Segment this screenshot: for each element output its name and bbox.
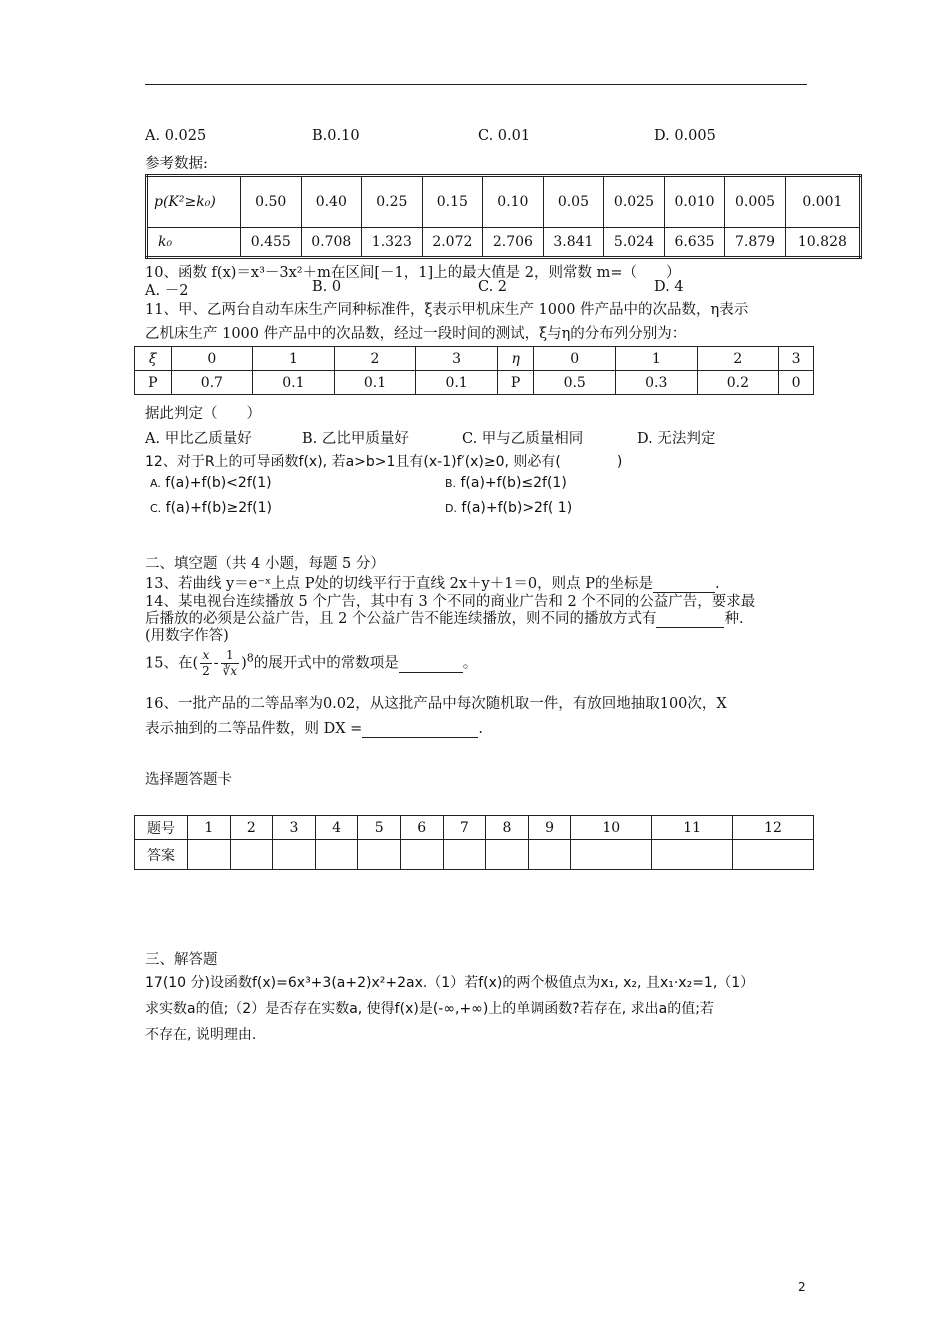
distribution-table	[134, 346, 814, 395]
answer-card-number: 1	[188, 816, 231, 840]
q12-option-b	[445, 475, 567, 491]
q12-option-text: f(a)+f(b)≥2f(1)	[165, 500, 272, 516]
q12-option-letter: B.	[445, 477, 457, 490]
q14-line1: 14、某电视台连续播放 5 个广告，其中有 3 个不同的商业广告和 2 个不同的公益广告，要求最	[145, 594, 756, 610]
q15-exponent: 8	[246, 651, 254, 665]
ref-k-cell: 7.879	[725, 228, 786, 258]
ref-p-cell: 0.001	[785, 176, 860, 228]
answer-card-answer-cell[interactable]	[188, 840, 231, 870]
answer-card-number: 8	[486, 816, 529, 840]
q15-num1: x	[200, 648, 212, 664]
dist-cell: 1	[615, 347, 697, 371]
q12-option-letter: A.	[150, 477, 161, 490]
dist-cell: 0.5	[534, 371, 616, 395]
dist-cell: 3	[779, 347, 814, 371]
ref-k-cell: 2.706	[483, 228, 544, 258]
answer-card-answer-cell[interactable]	[443, 840, 486, 870]
page-number: 2	[798, 1280, 806, 1294]
answer-card-table	[134, 815, 814, 870]
q11-option-d: D. 无法判定	[637, 431, 716, 447]
q16-text: 表示抽到的二等品件数，则 DX =	[145, 721, 363, 737]
answer-card-row-answers	[135, 840, 814, 870]
answer-card-answer-label: 答案	[135, 840, 188, 870]
q9-option-b: B.0.10	[312, 128, 360, 144]
ref-p-cell: 0.10	[483, 176, 544, 228]
ref-k-cell: 0.455	[241, 228, 302, 258]
ref-p-cell: 0.025	[604, 176, 665, 228]
q12-stem: 12、对于R上的可导函数f(x), 若a>b>1且有(x-1)f′(x)≥0, 则必有( )	[145, 454, 623, 470]
q15-fraction-x-over-2	[200, 648, 212, 679]
q12-option-letter: C.	[150, 502, 162, 515]
dist-cell: 2	[697, 347, 779, 371]
q17-line1: 17(10 分)设函数f(x)=6x³+3(a+2)x²+2ax.（1）若f(x)的两个极值点为x₁, x₂, 且x₁·x₂=1,（1）	[145, 975, 755, 991]
reference-table-row-k	[147, 228, 861, 258]
answer-card-answer-cell[interactable]	[486, 840, 529, 870]
ref-p-cell: 0.005	[725, 176, 786, 228]
ref-k-cell: 3.841	[543, 228, 604, 258]
q17-line3: 不存在, 说明理由.	[145, 1027, 257, 1043]
q12-option-text: f(a)+f(b)>2f( 1)	[461, 500, 573, 516]
q16-line2	[145, 717, 483, 738]
q11-line1: 11、甲、乙两台自动车床生产同种标准件，ξ表示甲机床生产 1000 件产品中的次品数，η表示	[145, 302, 749, 318]
reference-data-title: 参考数据:	[145, 156, 208, 172]
dist-cell: 1	[253, 347, 335, 371]
reference-table	[145, 174, 862, 259]
q11-option-c: C. 甲与乙质量相同	[462, 431, 584, 447]
dist-cell: 0.3	[615, 371, 697, 395]
answer-card-number: 12	[733, 816, 814, 840]
q10-option-d: D. 4	[654, 279, 684, 295]
ref-p-cell: 0.25	[362, 176, 423, 228]
q14-end: 种.	[724, 611, 744, 627]
answer-card-head-label: 题号	[135, 816, 188, 840]
q15-prefix: 15、在(	[145, 655, 199, 672]
answer-card-number: 2	[230, 816, 273, 840]
answer-card-number: 9	[528, 816, 571, 840]
reference-table-row-p	[147, 176, 861, 228]
q14-answer-blank[interactable]	[656, 611, 724, 628]
answer-card-number: 4	[315, 816, 358, 840]
q12-option-text: f(a)+f(b)<2f(1)	[165, 475, 272, 491]
answer-card-answer-cell[interactable]	[230, 840, 273, 870]
dist-cell: ξ	[135, 347, 172, 371]
q15-den2: ∛x	[222, 664, 238, 678]
q17-line2: 求实数a的值;（2）是否存在实数a, 使得f(x)是(-∞,+∞)上的单调函数?若存在, 求出a的值;若	[145, 1001, 714, 1017]
ref-row-head-p: p(K²≥k₀)	[147, 176, 241, 228]
q15-end: 。	[462, 655, 478, 672]
answer-card-answer-cell[interactable]	[315, 840, 358, 870]
q11-option-b: B. 乙比甲质量好	[302, 431, 409, 447]
dist-cell: 0.1	[334, 371, 416, 395]
answer-card-number: 10	[571, 816, 652, 840]
q15: 15、在( $\frac{x}{2}$ - $\frac{1}{∛x}$ )$^8$的展开式中的常数项是 。	[145, 648, 478, 678]
answer-card-answer-cell[interactable]	[652, 840, 733, 870]
q12-option-c	[150, 500, 272, 516]
dist-cell: 0	[171, 347, 253, 371]
ref-row-head-k: k₀	[147, 228, 241, 258]
dist-cell: 2	[334, 347, 416, 371]
q9-option-d: D. 0.005	[654, 128, 716, 144]
q12-option-a	[150, 475, 272, 491]
answer-card-answer-cell[interactable]	[358, 840, 401, 870]
ref-p-cell: 0.010	[664, 176, 725, 228]
answer-card-answer-cell[interactable]	[400, 840, 443, 870]
ref-k-cell: 0.708	[301, 228, 362, 258]
dist-cell: 0.7	[171, 371, 253, 395]
q15-text: 的展开式中的常数项是	[253, 655, 399, 672]
answer-card-answer-cell[interactable]	[273, 840, 316, 870]
dist-cell: 0.2	[697, 371, 779, 395]
ref-k-cell: 2.072	[422, 228, 483, 258]
q12-option-text: f(a)+f(b)≤2f(1)	[460, 475, 567, 491]
q16-end: .	[478, 721, 483, 737]
q10-option-a: A. －2	[145, 283, 189, 299]
distribution-row-probabilities	[135, 371, 814, 395]
ref-k-cell: 5.024	[604, 228, 665, 258]
answer-card-title: 选择题答题卡	[145, 772, 232, 788]
section-2-heading: 二、填空题（共 4 小题，每题 5 分）	[145, 556, 385, 572]
q16-answer-blank[interactable]	[362, 721, 478, 738]
answer-card-number: 7	[443, 816, 486, 840]
q11-judge: 据此判定（ ）	[145, 406, 261, 422]
q15-answer-blank[interactable]	[399, 656, 463, 673]
q15-minus: -	[213, 655, 219, 672]
q10-option-c: C. 2	[478, 279, 508, 295]
dist-cell: 0	[534, 347, 616, 371]
q12-option-letter: D.	[445, 502, 457, 515]
q14-text: 后播放的必须是公益广告，且 2 个公益广告不能连续播放，则不同的播放方式有	[145, 611, 657, 627]
dist-cell: 0.1	[253, 371, 335, 395]
q11-line2: 乙机床生产 1000 件产品中的次品数，经过一段时间的测试，ξ与η的分布列分别为：	[145, 326, 687, 342]
ref-p-cell: 0.05	[543, 176, 604, 228]
q15-den1: 2	[202, 664, 210, 678]
q13-end: .	[715, 576, 720, 592]
answer-card-number: 3	[273, 816, 316, 840]
q15-fraction-1-over-cuberoot	[221, 648, 239, 679]
answer-card-answer-cell[interactable]	[528, 840, 571, 870]
dist-cell: η	[497, 347, 534, 371]
ref-k-cell: 6.635	[664, 228, 725, 258]
ref-p-cell: 0.15	[422, 176, 483, 228]
q11-option-a: A. 甲比乙质量好	[145, 431, 252, 447]
q14-line2	[145, 607, 744, 628]
q15-num2: 1	[221, 648, 239, 664]
dist-cell: 3	[416, 347, 498, 371]
dist-cell: 0.1	[416, 371, 498, 395]
q13-text: 13、若曲线 y＝e⁻ˣ上点 P处的切线平行于直线 2x＋y＋1＝0，则点 P的坐标是	[145, 576, 654, 592]
ref-k-cell: 10.828	[785, 228, 860, 258]
dist-cell: P	[135, 371, 172, 395]
q10-stem: 10、函数 f(x)＝x³－3x²＋m在区间[－1，1]上的最大值是 2，则常数 m=（ ）	[145, 265, 681, 281]
answer-card-answer-cell[interactable]	[571, 840, 652, 870]
q10-option-b: B. 0	[312, 279, 342, 295]
answer-card-row-numbers	[135, 816, 814, 840]
section-3-heading: 三、解答题	[145, 952, 218, 968]
ref-p-cell: 0.40	[301, 176, 362, 228]
header-rule	[145, 84, 807, 85]
ref-k-cell: 1.323	[362, 228, 423, 258]
q16-line1: 16、一批产品的二等品率为0.02，从这批产品中每次随机取一件，有放回地抽取100次，X	[145, 696, 727, 712]
ref-p-cell: 0.50	[241, 176, 302, 228]
distribution-row-values	[135, 347, 814, 371]
answer-card-number: 11	[652, 816, 733, 840]
answer-card-number: 5	[358, 816, 401, 840]
dist-cell: 0	[779, 371, 814, 395]
dist-cell: P	[497, 371, 534, 395]
q12-option-d	[445, 500, 572, 516]
answer-card-answer-cell[interactable]	[733, 840, 814, 870]
q14-line3: (用数字作答)	[145, 628, 229, 644]
answer-card-number: 6	[400, 816, 443, 840]
q9-option-a: A. 0.025	[145, 128, 207, 144]
q9-option-c: C. 0.01	[478, 128, 531, 144]
